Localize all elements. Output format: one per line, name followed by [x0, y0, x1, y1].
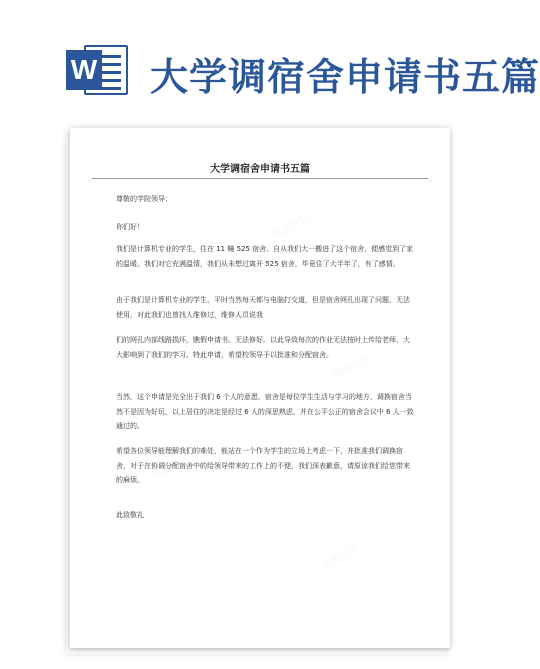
salutation: 尊敬的学院领导：	[116, 195, 172, 203]
word-icon	[66, 42, 130, 98]
greeting: 你们好！	[116, 223, 144, 231]
document-title: 大学调宿舍申请书五篇	[210, 164, 310, 175]
watermark: 熊猫办公	[320, 542, 362, 572]
watermark: 熊猫办公	[150, 452, 192, 482]
paragraph: 希望各位领导能理解我们的难处，能站在一个作为学生的立场上考虑一下，并批准我们调换宿舍，对于在协调分配宿舍中的给领导带来的工作上的不便，我们深表歉意，请原谅我们给您带来的麻烦。	[116, 447, 410, 484]
banner-title: 大学调宿舍申请书五篇	[150, 55, 540, 99]
paragraph: 们的网孔内部线路损坏，瞧假申请书。无法修好。以此导致每次的作业无法按时上传给老师，大大影响到了我们的学习。特此申请，希望校领导予以批准和分配宿舍。	[116, 336, 410, 359]
header-banner	[0, 0, 540, 120]
watermark: 熊猫办公	[270, 212, 312, 242]
title-divider	[92, 178, 428, 179]
paragraph: 我们是计算机专业的学生，住在 11 幢 525 宿舍。自从我们大一搬进了这个宿舍，便感觉到了家的温暖。我们对它充满温情，我们从未想过离开 525 宿舍，毕竟住了大半年了，有了感情。	[116, 245, 414, 268]
paragraph: 由于我们是计算机专业的学生，平时当然每天都与电脑打交道，但是宿舍网孔出现了问题，无法使用，对此我们也曾找人维修过，维修人员说我	[116, 296, 410, 319]
document-page	[70, 128, 450, 648]
closing: 此致敬礼	[116, 511, 144, 519]
watermark: 熊猫办公	[330, 352, 372, 382]
word-icon-badge: W	[66, 50, 102, 90]
paragraph: 当然，这个申请是完全出于我们 6 个人的意愿，宿舍是每位学生生活与学习的地方，调换宿舍当然不是因为好玩，以上居住的决定是经过 6 人的深思熟虑，并在公平公正的宿舍会议中 6 人一致通过的。	[116, 393, 414, 430]
